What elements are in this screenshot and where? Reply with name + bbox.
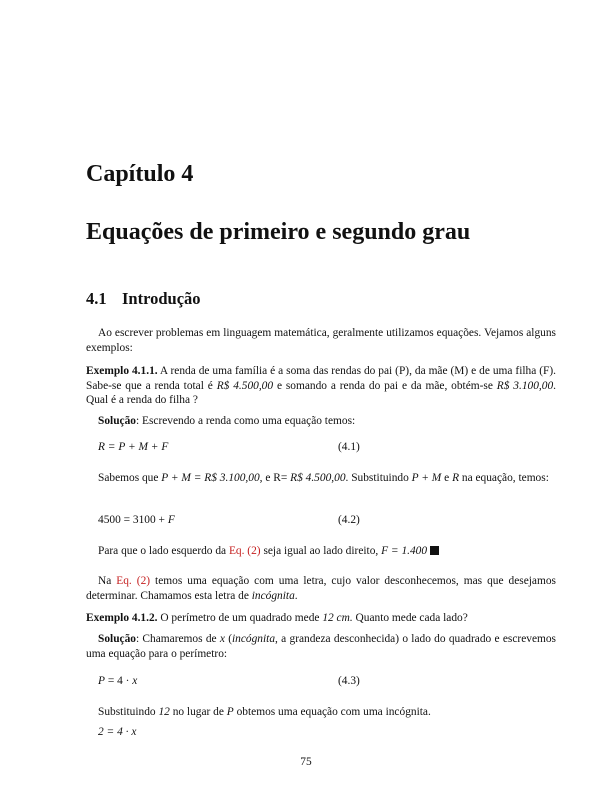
equation-part: F (167, 514, 175, 526)
solution-text: : Escrevendo a renda como uma equação temos: (135, 415, 356, 427)
math-inline: P + M (411, 472, 442, 484)
example-1-label: Exemplo 4.1.1. (86, 365, 158, 377)
text: Para que o lado esquerdo da (98, 545, 229, 557)
equation-part: 4500 = 3100 + (98, 514, 168, 526)
equation-4-2 (86, 513, 556, 528)
math-inline: x (219, 633, 225, 645)
intro-paragraph: Ao escrever problemas em linguagem matemática, geralmente utilizamos equações. Vejamos alguns exemplos: (86, 327, 556, 354)
eq-reference-link[interactable]: Eq. (2) (116, 575, 151, 587)
text: Na (98, 575, 117, 587)
math-inline: R (452, 472, 460, 484)
equation-part: x (132, 675, 138, 687)
equation-body (98, 513, 175, 528)
chapter-title: Equações de primeiro e segundo grau (86, 219, 471, 245)
text: . Substituindo (345, 472, 412, 484)
conclusion-paragraph (86, 544, 556, 559)
chapter-label: Capítulo 4 (86, 161, 194, 187)
solution-2 (86, 632, 556, 661)
solution-1 (86, 414, 556, 429)
text: Sabemos que (98, 472, 162, 484)
equation-inline-last: 2 = 4 · x (98, 726, 137, 738)
text: , a grandeza desconhecida) o lado do quadrado e escrevemos uma equação para o perímetro: (86, 633, 556, 660)
text: temos uma equação com uma letra, cujo valor desconhecemos, mas que desejamos determinar. Chamamos esta letra de (86, 575, 556, 602)
qed-square-icon (430, 546, 439, 555)
equation-4-1 (86, 440, 556, 455)
equation-number: (4.1) (338, 441, 360, 453)
text: . (294, 589, 298, 602)
example-2 (86, 611, 556, 626)
parents-income-value: R$ 3.100,00 (496, 379, 554, 392)
solution-label: Solução (98, 633, 136, 645)
math-inline: P (226, 706, 234, 718)
section-title: Introdução (122, 289, 201, 308)
math-inline: P + M = R$ 3.100,00, (161, 472, 263, 484)
text: ( (224, 633, 232, 645)
equation-number: (4.3) (338, 675, 360, 687)
page-number: 75 (300, 756, 312, 768)
term-incognita: incógnita (232, 633, 276, 645)
math-inline: 12 cm. (322, 612, 353, 624)
math-inline: F = 1.400 (381, 545, 428, 557)
solution-label: Solução (98, 415, 136, 427)
eq-reference-link[interactable]: Eq. (2) (228, 545, 261, 557)
example-1-text: . Qual é a renda do filha ? (86, 379, 557, 407)
substitution-paragraph-2 (86, 705, 556, 720)
equation-body (98, 674, 137, 689)
equation-part: P (98, 675, 105, 687)
text: na equação, temos: (459, 472, 549, 484)
math-inline: 12 (158, 706, 170, 718)
total-income-value: R$ 4.500,00 (216, 379, 274, 392)
equation-part: = 4 · (104, 675, 133, 687)
example-1-text: A renda de uma família é a soma das rendas do pai (P), da mãe (M) e de uma filha (F). Sabe-se que a renda total é (86, 365, 556, 392)
text: O perímetro de um quadrado mede (157, 612, 323, 624)
text: seja igual ao lado direito, (260, 545, 382, 557)
text: Quanto mede cada lado? (352, 612, 468, 624)
equation-number: (4.2) (338, 514, 360, 526)
math-inline: R$ 4.500,00 (290, 472, 346, 484)
text: : Chamaremos de (135, 633, 220, 645)
text: e (441, 472, 453, 484)
text: no lugar de (169, 706, 227, 718)
section-number: 4.1 (86, 289, 107, 308)
text: e R= (262, 472, 291, 484)
example-1 (86, 364, 556, 408)
example-2-label: Exemplo 4.1.2. (86, 612, 158, 624)
equation-4-3 (86, 674, 556, 689)
equation-body: R = P + M + F (98, 441, 169, 453)
text: Substituindo (98, 706, 159, 718)
example-1-text: e somando a renda do pai e da mãe, obtém-se (273, 379, 497, 392)
section-heading (86, 289, 201, 309)
incognita-paragraph (86, 574, 556, 603)
term-incognita: incógnita (251, 589, 295, 602)
substitution-paragraph (86, 471, 556, 486)
text: obtemos uma equação com uma incógnita. (233, 706, 431, 718)
